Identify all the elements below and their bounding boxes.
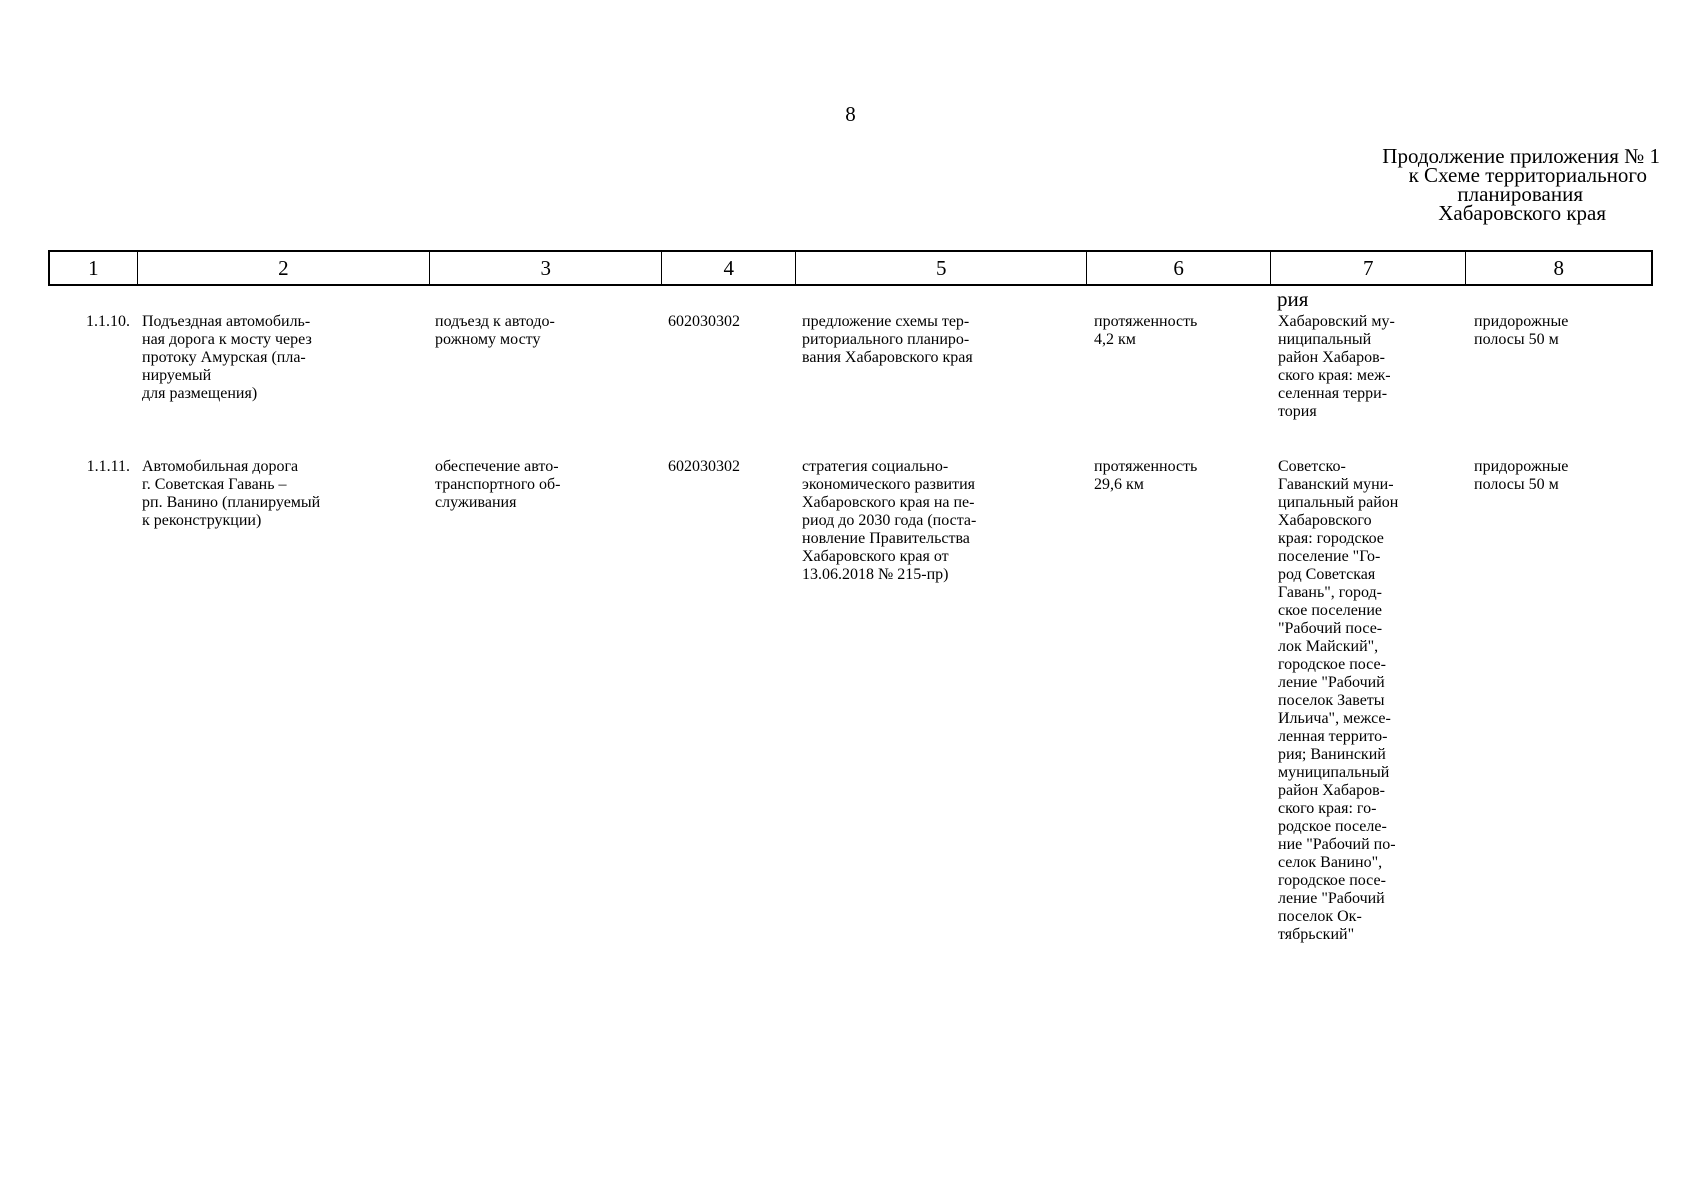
column-header-6: 6	[1087, 252, 1271, 284]
appendix-note-line-1: Продолжение приложения № 1	[1382, 144, 1660, 168]
object-characteristics: протяженность 29,6 км	[1094, 458, 1198, 493]
table-header-row	[48, 250, 1653, 286]
object-name: Автомобильная дорога г. Советская Гавань – рп. Ванино (планируемый к реконструкции)	[142, 458, 321, 529]
page-number: 8	[845, 102, 856, 126]
row-number: 1.1.10.	[86, 313, 130, 330]
column-header-2: 2	[138, 252, 430, 284]
table-row	[48, 313, 1653, 421]
object-basis: предложение схемы тер- риториального планиро- вания Хабаровского края	[802, 313, 973, 366]
table-row	[48, 458, 1653, 944]
object-characteristics: протяженность 4,2 км	[1094, 313, 1198, 348]
object-name: Подъездная автомобиль- ная дорога к мосту через протоку Амурская (пла- нируемый для размещения)	[142, 313, 312, 402]
row-number: 1.1.11.	[86, 458, 130, 475]
column-header-7: 7	[1271, 252, 1467, 284]
object-location: Хабаровский му- ниципальный район Хабаров- ского края: меж- селенная терри- тория	[1278, 313, 1395, 420]
carried-over-text: рия	[1277, 287, 1309, 311]
object-basis: стратегия социально- экономического развития Хабаровского края на пе- риод до 2030 года (поста- новление Правительства Хабаровского края от 13.06.2018 № 215-пр)	[802, 458, 977, 583]
column-header-1: 1	[50, 252, 138, 284]
object-zones: придорожные полосы 50 м	[1474, 313, 1569, 348]
object-code: 602030302	[668, 313, 740, 330]
objects-table	[48, 250, 1653, 286]
object-code: 602030302	[668, 458, 740, 475]
column-header-8: 8	[1553, 256, 1564, 280]
object-location: Советско- Гаванский муни- ципальный район Хабаровского края: городское поселение "Го- род Советская Гавань", город- ское поселение "Рабочий посе- лок Майский", городское посе- ление "Рабочий поселок Заветы Ильича", межсе- ленная террито- рия; Ванинский муниципальный район Хабаров- ского края: го- родское поселе- ние "Рабочий по- селок Ванино", городское посе- ление "Рабочий поселок Ок- тябрьский"	[1278, 458, 1399, 943]
appendix-note	[1290, 144, 1660, 225]
appendix-note-line-2: к Схеме территориального	[1408, 163, 1647, 187]
column-header-4: 4	[662, 252, 796, 284]
object-purpose: подъезд к автодо- рожному мосту	[435, 313, 555, 348]
column-header-5: 5	[796, 252, 1087, 284]
column-header-3: 3	[430, 252, 662, 284]
appendix-note-line-4: Хабаровского края	[1438, 201, 1606, 225]
object-purpose: обеспечение авто- транспортного об- служивания	[435, 458, 561, 511]
appendix-note-line-3: планирования	[1457, 182, 1583, 206]
object-zones: придорожные полосы 50 м	[1474, 458, 1569, 493]
